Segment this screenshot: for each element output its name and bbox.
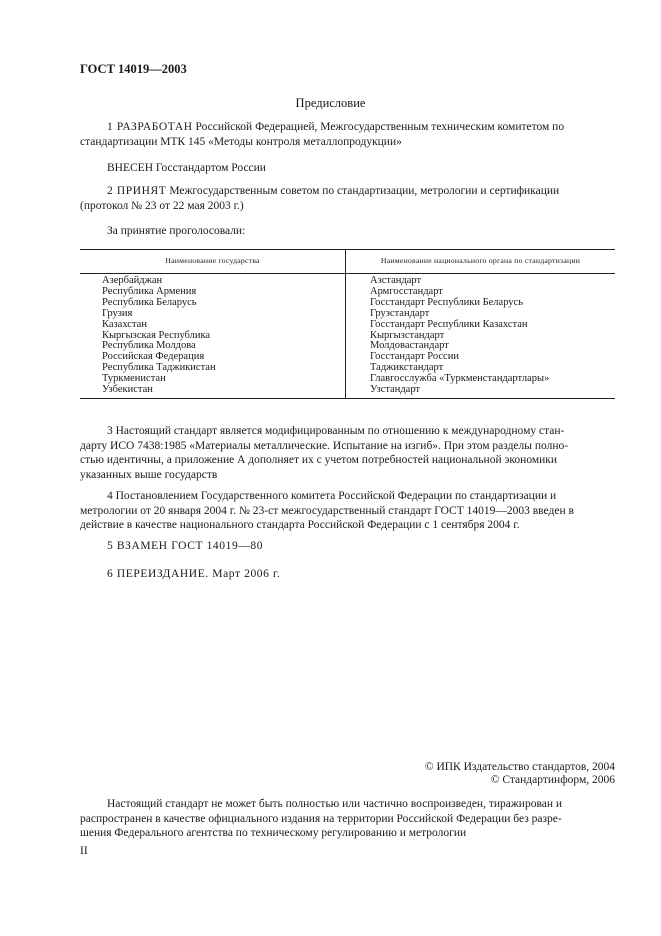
item-3-line-4: указанных выше государств xyxy=(80,468,218,481)
item-2-line-1-text: Межгосударственным советом по стандартизации, метрологии и сертификации xyxy=(166,185,560,197)
table-cell-body: Таджикстандарт xyxy=(370,362,444,374)
notice-line-1: Настоящий стандарт не может быть полностью или частично воспроизведен, тиражирован и xyxy=(107,798,563,810)
item-6-reissue: 6 ПЕРЕИЗДАНИЕ. Март 2006 г. xyxy=(107,568,281,580)
table-cell-body: Грузстандарт xyxy=(370,307,430,319)
item-4-line-1: 4 Постановлением Государственного комитета Российской Федерации по стандартизации и xyxy=(107,490,557,502)
table-cell-body: Главгосслужба «Туркменстандартлары» xyxy=(370,373,550,385)
table-cell-state: Республика Таджикистан xyxy=(102,362,216,374)
table-cell-state: Российская Федерация xyxy=(102,351,205,363)
table-column-divider xyxy=(345,250,346,398)
voted-label: За принятие проголосовали: xyxy=(107,225,246,237)
voting-table xyxy=(80,249,615,399)
item-4-line-2: метрологии от 20 января 2004 г. № 23-ст межгосударственный стандарт ГОСТ 14019—2003 введен в xyxy=(80,504,574,517)
item-1-line-1 xyxy=(80,120,615,135)
item-3-line-3: стью идентичны, а приложение А дополняет их с учетом потребностей национальной экономики xyxy=(80,454,558,467)
item-2-keyword: 2 ПРИНЯТ xyxy=(107,185,167,197)
item-2-line-1 xyxy=(80,184,615,199)
table-cell-state: Узбекистан xyxy=(102,384,153,396)
table-cell-state: Кыргызская Республика xyxy=(102,329,211,341)
item-1-submitted: ВНЕСЕН Госстандартом России xyxy=(107,162,266,174)
table-cell-state: Республика Беларусь xyxy=(102,296,197,308)
copyright-line-1: © ИПК Издательство стандартов, 2004 xyxy=(424,761,615,773)
copyright-line-2: © Стандартинформ, 2006 xyxy=(490,773,615,786)
notice-line-2: распространен в качестве официального издания на территории Российской Федерации без разре- xyxy=(80,812,562,825)
table-states-column xyxy=(102,276,216,396)
item-1-line-2: стандартизации МТК 145 «Методы контроля металлопродукции» xyxy=(80,135,402,148)
table-cell-body: Узстандарт xyxy=(370,384,421,396)
item-2-line-2: (протокол № 23 от 22 мая 2003 г.) xyxy=(80,199,244,212)
table-cell-body: Госстандарт Республики Беларусь xyxy=(370,296,524,308)
item-1-keyword: 1 РАЗРАБОТАН xyxy=(107,121,193,133)
table-header xyxy=(80,250,615,274)
copyright-block xyxy=(425,761,615,786)
item-4-line-3: действие в качестве национального стандарта Российской Федерации с 1 сентября 2004 г. xyxy=(80,519,520,532)
table-cell-state: Казахстан xyxy=(102,318,147,330)
item-1-developed xyxy=(80,120,615,149)
table-cell-state: Республика Армения xyxy=(102,285,197,297)
table-cell-body: Кыргызстандарт xyxy=(370,329,445,341)
table-cell-body: Молдовастандарт xyxy=(370,340,449,352)
table-bodies-column xyxy=(370,276,549,396)
table-cell-state: Туркменистан xyxy=(102,373,166,385)
item-4-enactment xyxy=(80,489,615,533)
notice-line-3: шения Федерального агентства по техническому регулированию и метрологии xyxy=(80,827,467,840)
table-cell-body: Госстандарт России xyxy=(370,351,459,363)
table-cell-state: Азербайджан xyxy=(102,275,163,286)
table-cell-state: Республика Молдова xyxy=(102,340,196,352)
reproduction-notice xyxy=(80,797,615,841)
item-3-line-1: 3 Настоящий стандарт является модифицированным по отношению к международному стан- xyxy=(107,425,565,437)
item-1-line-1-text: Российской Федерацией, Межгосударственным техническим комитетом по xyxy=(192,121,565,133)
table-cell-body: Азстандарт xyxy=(370,275,422,286)
item-3-modification xyxy=(80,424,615,482)
item-5-replaces: 5 ВЗАМЕН ГОСТ 14019—80 xyxy=(107,540,264,552)
table-header-state: Наименование государства xyxy=(165,256,260,265)
page-title: Предисловие xyxy=(295,96,366,110)
item-3-line-2: дарту ИСО 7438:1985 «Материалы металлические. Испытание на изгиб». При этом разделы полно- xyxy=(80,439,569,452)
standard-designation: ГОСТ 14019—2003 xyxy=(80,62,187,76)
table-cell-body: Госстандарт Республики Казахстан xyxy=(370,318,528,330)
item-2-adopted xyxy=(80,184,615,213)
table-cell-body: Армгосстандарт xyxy=(370,285,443,297)
table-header-body: Наименование национального органа по стандартизации xyxy=(380,256,581,265)
page-number: II xyxy=(80,845,88,857)
table-cell-state: Грузия xyxy=(102,307,133,319)
